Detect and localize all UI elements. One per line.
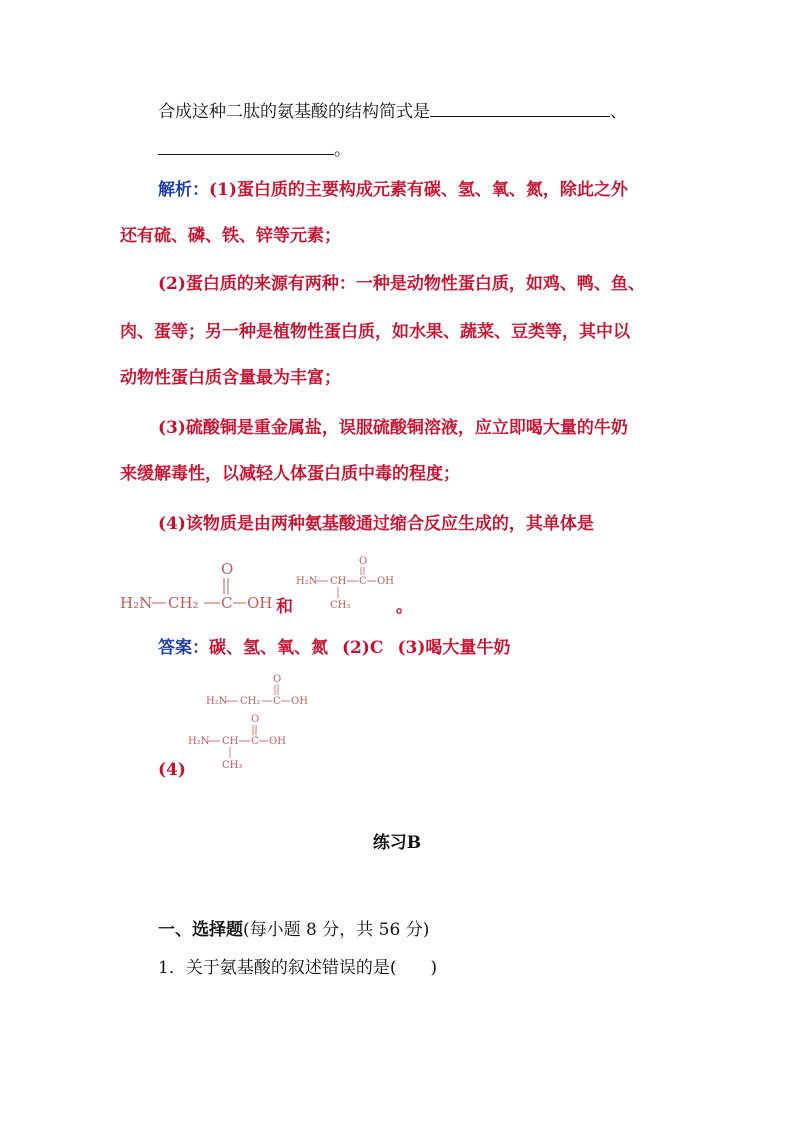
- blank-separator: 、: [610, 102, 627, 122]
- alanine-methyl: CH₃: [330, 600, 351, 611]
- analysis-p2-line3: 动物性蛋白质含量最为丰富；: [120, 368, 341, 388]
- answer-part1: 碳、氢、氧、氮: [209, 638, 328, 658]
- alanine-oh: OH: [377, 576, 394, 587]
- question-end-mark: 。: [334, 140, 351, 160]
- question-text: 合成这种二肽的氨基酸的结构简式是: [158, 102, 430, 122]
- analysis-p1-line1: [158, 178, 718, 202]
- question-line: [158, 98, 718, 124]
- answer-alanine-methyl: CH₃: [222, 760, 243, 771]
- answer-glycine-oh: OH: [291, 696, 308, 707]
- question-line-2: [158, 136, 718, 162]
- analysis-conj: 和: [276, 597, 293, 617]
- glycine-ch2: CH₂: [168, 594, 199, 612]
- alanine-ch: CH: [330, 576, 347, 587]
- analysis-p1-text: (1)蛋白质的主要构成元素有碳、氢、氧、氮，除此之外: [209, 180, 628, 200]
- answer-glycine-formula: [206, 670, 316, 710]
- analysis-p3-line2: 来缓解毒性，以减轻人体蛋白质中毒的程度；: [120, 464, 460, 484]
- answer-part4: (4): [158, 760, 186, 780]
- glycine-amine: H₂N: [120, 594, 153, 612]
- section-title: 练习B: [372, 833, 422, 853]
- answer-alanine-formula: [188, 710, 298, 772]
- answer-part3: (3)喝大量牛奶: [397, 638, 511, 658]
- section-part-note: (每小题 8 分，共 56 分): [243, 920, 430, 940]
- analysis-p1-line2: 还有硫、磷、铁、锌等元素；: [120, 226, 341, 246]
- glycine-oxygen: O: [221, 560, 234, 578]
- answer-alanine-oh: OH: [269, 736, 286, 747]
- answer-glycine-ch2: CH₂: [240, 696, 261, 707]
- answer-blank-1: [430, 98, 610, 117]
- glycine-oh: OH: [247, 594, 273, 612]
- alanine-carbon: C: [359, 576, 367, 587]
- answer-alanine-ch: CH: [222, 736, 239, 747]
- alanine-amine: H₂N: [296, 576, 318, 587]
- alanine-oxygen: O: [359, 556, 368, 567]
- section-part-label: 一、选择题: [158, 920, 243, 940]
- analysis-label: 解析：: [158, 180, 209, 200]
- answer-glycine-oxygen: O: [273, 674, 282, 685]
- question-1: 1．关于氨基酸的叙述错误的是( ): [158, 958, 438, 978]
- analysis-p4-line1: (4)该物质是由两种氨基酸通过缩合反应生成的，其单体是: [158, 514, 594, 534]
- answer-alanine-amine: H₂N: [188, 736, 210, 747]
- answer-part2: (2)C: [342, 638, 384, 658]
- answer-glycine-amine: H₂N: [206, 696, 228, 707]
- answer-glycine-carbon: C: [273, 696, 281, 707]
- analysis-end-mark: 。: [396, 597, 413, 617]
- glycine-formula: [120, 556, 280, 616]
- section-part-line: [158, 918, 718, 942]
- answer-alanine-carbon: C: [251, 736, 259, 747]
- answer-alanine-oxygen: O: [251, 714, 260, 725]
- answer-label: 答案：: [158, 638, 209, 658]
- analysis-p3-line1: (3)硫酸铜是重金属盐，误服硫酸铜溶液，应立即喝大量的牛奶: [158, 418, 628, 438]
- alanine-formula: [296, 552, 400, 612]
- analysis-p2-line1: (2)蛋白质的来源有两种：一种是动物性蛋白质，如鸡、鸭、鱼、: [158, 274, 645, 294]
- glycine-carbon: C: [221, 594, 233, 612]
- analysis-p2-line2: 肉、蛋等；另一种是植物性蛋白质，如水果、蔬菜、豆类等，其中以: [120, 322, 630, 342]
- answer-blank-2: [158, 136, 334, 155]
- answer-line: [158, 636, 718, 660]
